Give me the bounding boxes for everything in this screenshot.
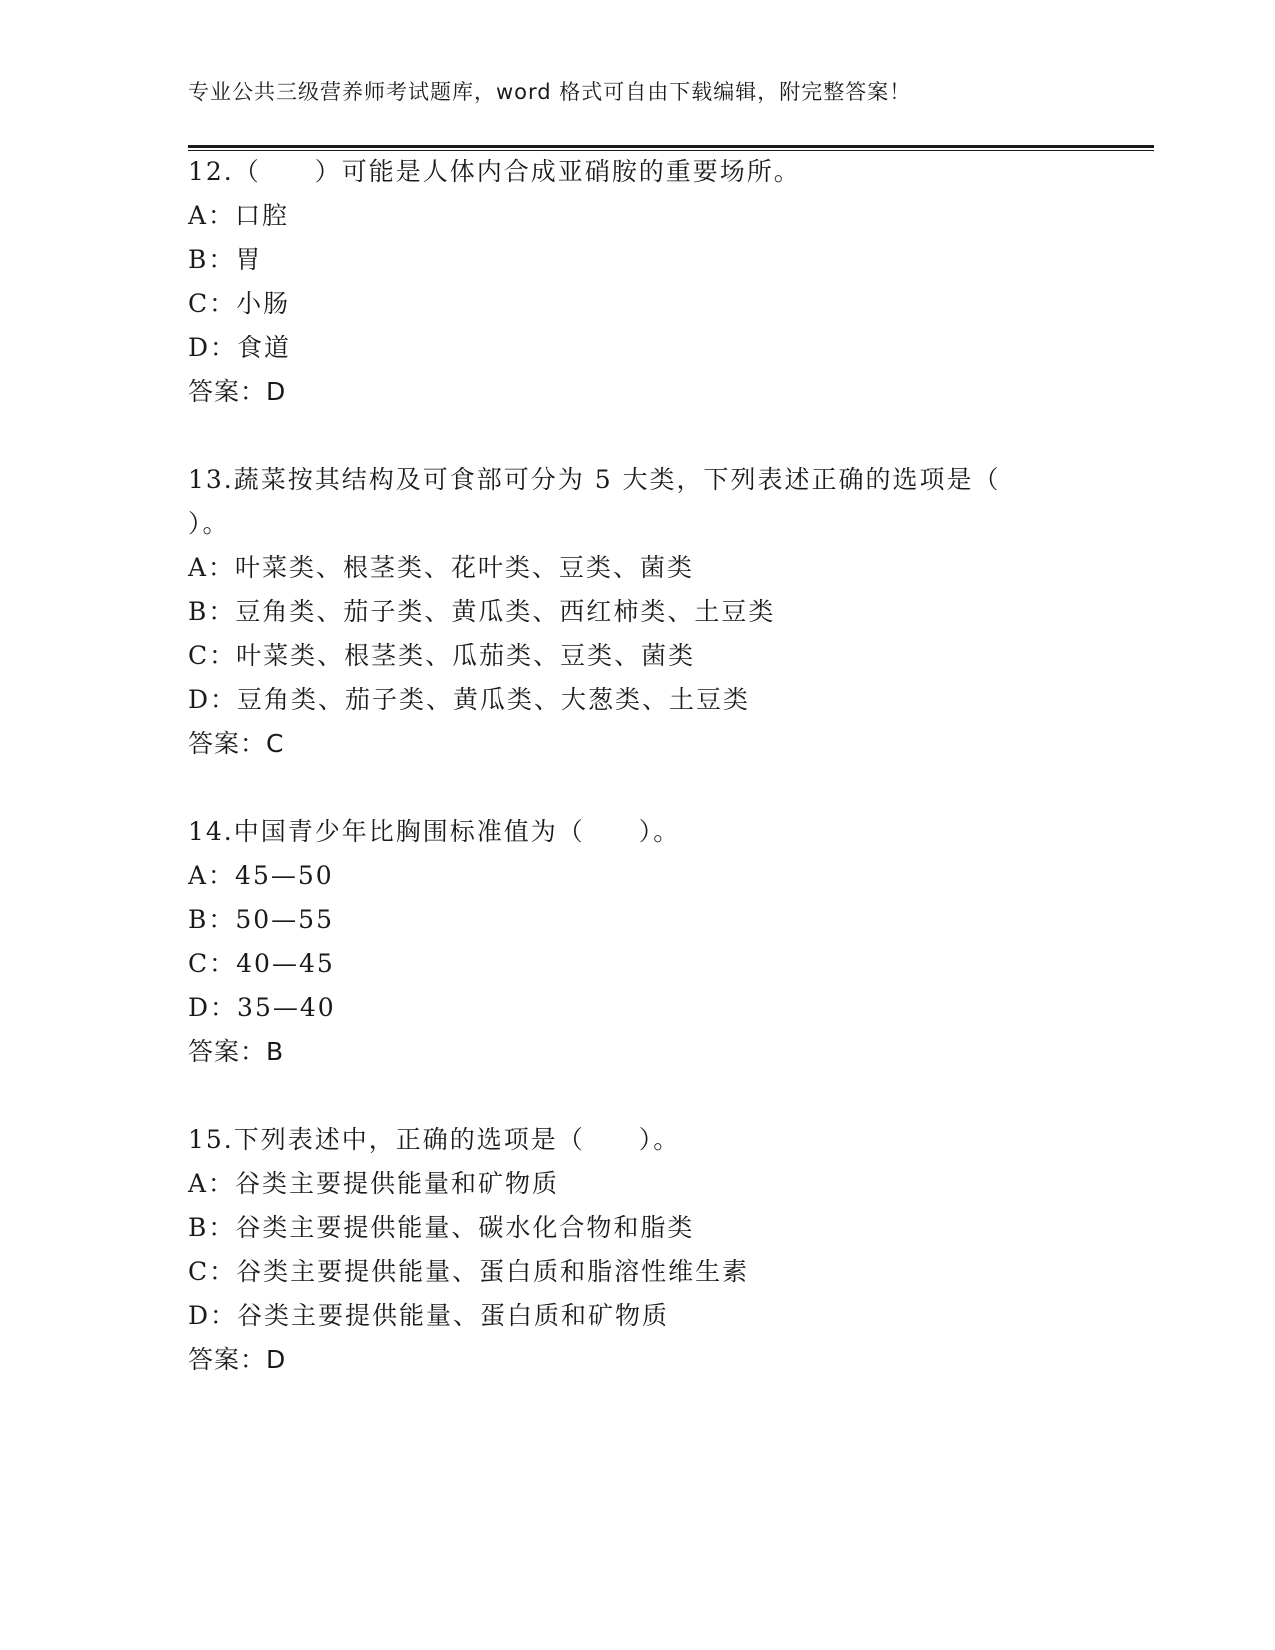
question-12-stem: 12.（ ）可能是人体内合成亚硝胺的重要场所。: [188, 157, 801, 186]
page-header: 专业公共三级营养师考试题库，word 格式可自由下载编辑，附完整答案！: [188, 80, 912, 104]
question-13-stem-continued: ）。: [188, 509, 230, 538]
question-13-answer: 答案：C: [188, 729, 285, 758]
question-14-option-a: A：45—50: [188, 861, 334, 890]
question-14-option-c: C：40—45: [188, 949, 335, 978]
question-15-option-a: A：谷类主要提供能量和矿物质: [188, 1169, 560, 1198]
question-13-stem: 13.蔬菜按其结构及可食部可分为 5 大类，下列表述正确的选项是（: [188, 465, 1001, 494]
header-divider-thick: [188, 145, 1154, 148]
question-15-stem: 15.下列表述中，正确的选项是（ ）。: [188, 1125, 681, 1154]
question-12-answer: 答案：D: [188, 377, 287, 406]
question-14-option-d: D：35—40: [188, 993, 336, 1022]
question-15-option-b: B：谷类主要提供能量、碳水化合物和脂类: [188, 1213, 695, 1242]
question-12-option-b: B：胃: [188, 245, 263, 274]
question-15-option-d: D：谷类主要提供能量、蛋白质和矿物质: [188, 1301, 670, 1330]
question-12-option-a: A：口腔: [188, 201, 290, 230]
question-15-option-c: C：谷类主要提供能量、蛋白质和脂溶性维生素: [188, 1257, 750, 1286]
question-14-option-b: B：50—55: [188, 905, 334, 934]
question-15-answer: 答案：D: [188, 1345, 287, 1374]
question-12-option-d: D：食道: [188, 333, 292, 362]
question-14-stem: 14.中国青少年比胸围标准值为（ ）。: [188, 817, 681, 846]
question-13-option-a: A：叶菜类、根茎类、花叶类、豆类、菌类: [188, 553, 695, 582]
question-13-option-c: C：叶菜类、根茎类、瓜茄类、豆类、菌类: [188, 641, 696, 670]
header-divider-thin: [188, 150, 1154, 151]
question-13-option-d: D：豆角类、茄子类、黄瓜类、大葱类、土豆类: [188, 685, 751, 714]
question-13-option-b: B：豆角类、茄子类、黄瓜类、西红柿类、土豆类: [188, 597, 776, 626]
question-14-answer: 答案：B: [188, 1037, 285, 1066]
question-12-option-c: C：小肠: [188, 289, 291, 318]
